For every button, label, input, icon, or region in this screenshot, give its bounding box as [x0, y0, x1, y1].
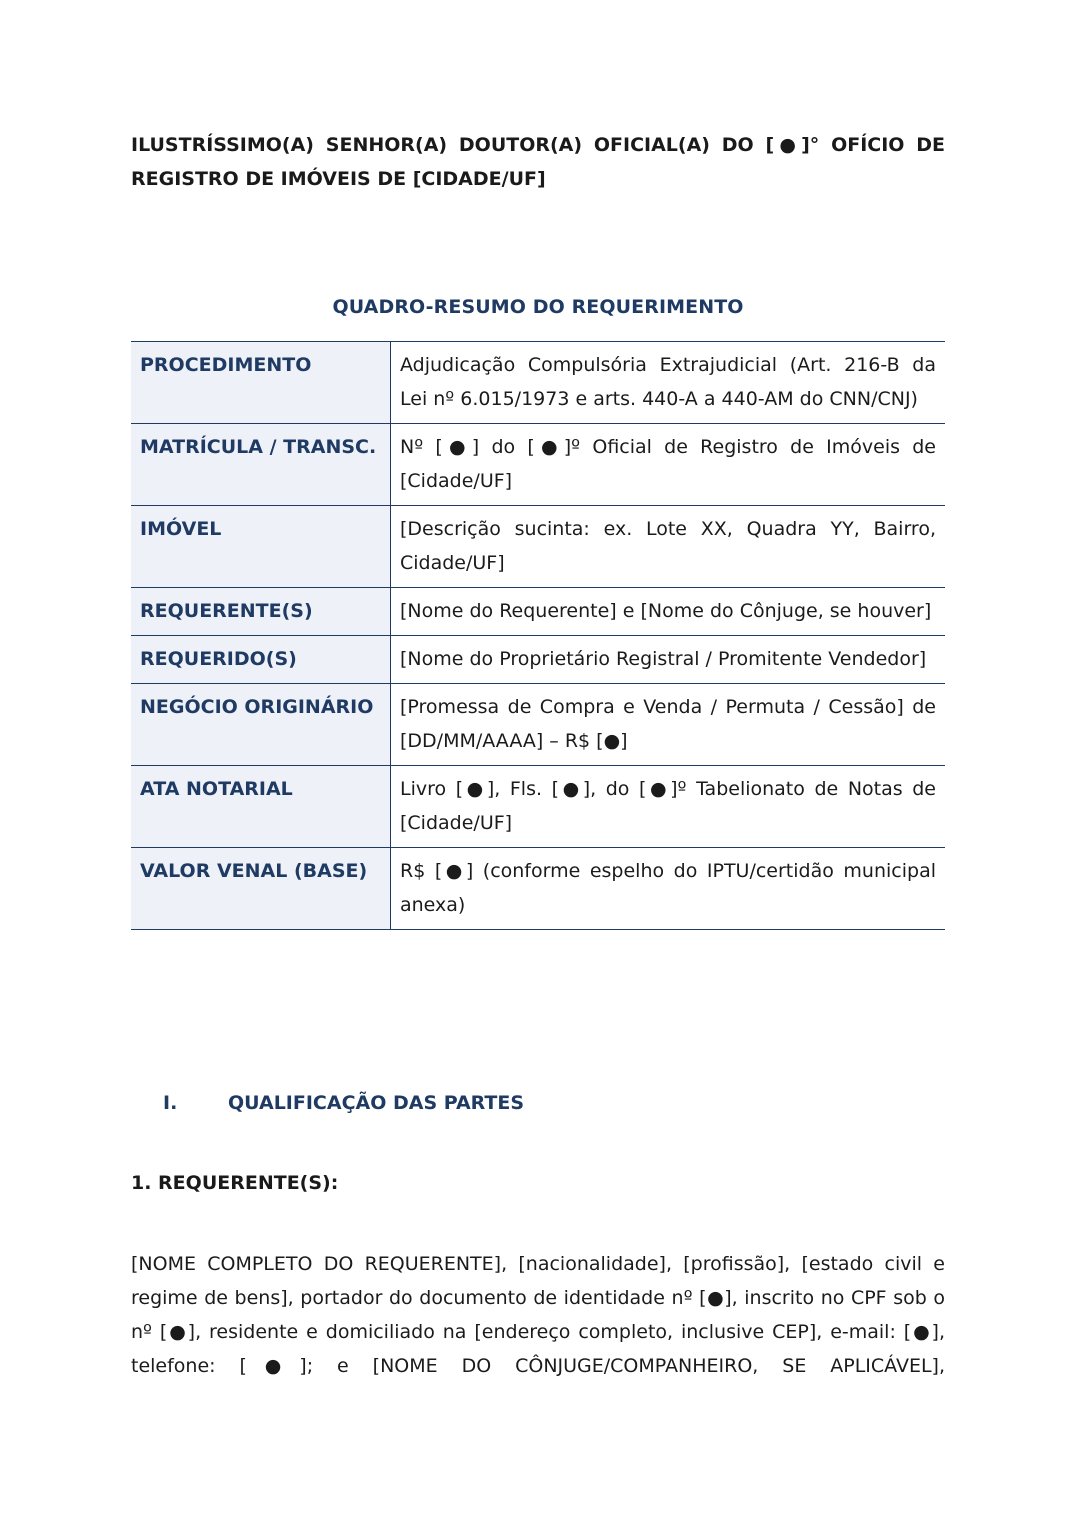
row-value: Nº [●] do [●]º Oficial de Registro de Imóveis de [Cidade/UF]	[391, 424, 946, 506]
section-number: I.	[163, 1092, 178, 1114]
row-label: IMÓVEL	[131, 506, 391, 588]
addressee-line-1: ILUSTRÍSSIMO(A) SENHOR(A) DOUTOR(A) OFICIAL(A) DO [●]° OFÍCIO DE	[131, 134, 945, 156]
table-row	[131, 766, 945, 848]
addressee-heading	[131, 128, 945, 196]
row-label: PROCEDIMENTO	[131, 342, 391, 424]
table-row	[131, 636, 945, 684]
row-value: [Promessa de Compra e Venda / Permuta / Cessão] de [DD/MM/AAAA] – R$ [●]	[391, 684, 946, 766]
table-row	[131, 342, 945, 424]
table-row	[131, 424, 945, 506]
party-paragraph: [NOME COMPLETO DO REQUERENTE], [nacionalidade], [profissão], [estado civil e regime de bens], portador do documento de identidade nº [●], inscrito no CPF sob o nº [●], residente e domiciliado na [endereço completo, inclusive CEP], e-mail: [●], telefone: [●]; e [NOME DO CÔNJUGE/COMPANHEIRO, SE APLICÁVEL],	[131, 1253, 945, 1377]
summary-title: QUADRO-RESUMO DO REQUERIMENTO	[332, 296, 744, 318]
table-row	[131, 506, 945, 588]
row-value: [Descrição sucinta: ex. Lote XX, Quadra YY, Bairro, Cidade/UF]	[391, 506, 946, 588]
row-value: [Nome do Requerente] e [Nome do Cônjuge, se houver]	[391, 588, 946, 636]
row-label: NEGÓCIO ORIGINÁRIO	[131, 684, 391, 766]
row-value: Livro [●], Fls. [●], do [●]º Tabelionato de Notas de [Cidade/UF]	[391, 766, 946, 848]
row-value: R$ [●] (conforme espelho do IPTU/certidão municipal anexa)	[391, 848, 946, 930]
row-value: [Nome do Proprietário Registral / Promitente Vendedor]	[391, 636, 946, 684]
party-heading: 1. REQUERENTE(S):	[131, 1172, 339, 1194]
addressee-line-2: REGISTRO DE IMÓVEIS DE [CIDADE/UF]	[131, 168, 546, 190]
row-label: VALOR VENAL (BASE)	[131, 848, 391, 930]
summary-table	[131, 341, 945, 930]
row-label: MATRÍCULA / TRANSC.	[131, 424, 391, 506]
section-title: QUALIFICAÇÃO DAS PARTES	[228, 1092, 525, 1114]
row-label: ATA NOTARIAL	[131, 766, 391, 848]
row-label: REQUERIDO(S)	[131, 636, 391, 684]
row-value: Adjudicação Compulsória Extrajudicial (Art. 216-B da Lei nº 6.015/1973 e arts. 440-A a 440-AM do CNN/CNJ)	[391, 342, 946, 424]
table-row	[131, 684, 945, 766]
table-row	[131, 848, 945, 930]
table-row	[131, 588, 945, 636]
row-label: REQUERENTE(S)	[131, 588, 391, 636]
